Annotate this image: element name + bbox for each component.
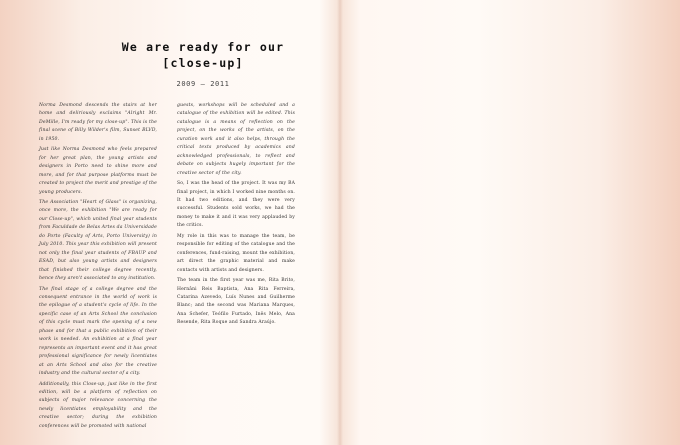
right-page xyxy=(340,0,680,445)
note-paragraph: So, I was the head of the project. It was my BA final project, in which I worked nine months on. It had two editions, and they were very successful. Students sold works, we had the money to make it and it was very applauded by the critics. xyxy=(177,181,295,229)
paragraph: guests, workshops will be scheduled and a catalogue of the exhibition will be edited. This catalogue is a means of reflection on the project, on the works of the artists, on the curation work and it also helps, through the critical texts produced by academics and acknowledged professionals, to reflect and debate on subjects hugely important for the creative sector of the city. xyxy=(177,103,295,176)
title-line-2: [close-up] xyxy=(162,56,244,70)
paragraph: Additionally, this Close-up, just like in the first edition, will be a platform of reflection on subjects of major relevance concerning the newly licentiates employability and the creative sector; during the exhibition conferences will be promoted with national xyxy=(39,381,157,429)
text-column-right xyxy=(177,102,295,330)
note-paragraph: The team in the first year was me, Rita Brito, Hernâni Reis Baptista, Ana Rita Ferreira, Catarina Azevedo, Luís Nunes and Guilherme Blanc; and the second was Mariana Marques, Ana Schefer, Teófilo Furtado, Inês Melo, Ana Resende, Rita Roque and Sandra Araújo. xyxy=(177,278,295,326)
text-column-left xyxy=(39,102,157,433)
title-line-1: We are ready for our xyxy=(121,40,285,54)
paragraph: The final stage of a college degree and the consequent entrance in the world of work is the epilogue of a student's cycle of life. In the specific case of an Arts School the conclusion of this cycle must mark the opening of a new phase and for that a public exhibition of their work is needed. An exhibition at a final year represents an important event and it has great professional significance for newly licentiates at an Arts School and also for the creative industry and the cultural sector of a city. xyxy=(39,286,157,377)
paragraph: Norma Desmond descends the stairs at her home and deliriously exclaims "Alright Mr. DeMille, I'm ready for my close-up". This is the final scene of Billy Wilder's film, Sunset BLVD, in 1950. xyxy=(39,103,157,142)
paragraph: Just like Norma Desmond who feels prepared for her great plan, the young artists and designers in Porto need to shine more and more, and for that purpose platforms must be created to project the merit and prestige of the young producers. xyxy=(39,147,157,195)
note-paragraph: My role in this was to manage the team, be responsible for editing of the catalogue and the conferences, fund-raising, mount the exhibition, art direct the graphic material and make contacts with artists and designers. xyxy=(177,233,295,273)
paragraph: The Association "Heart of Glass" is organizing, once more, the exhibition "We are ready for our Close-up", which united final year students from Faculdade de Belas Artes da Universidade do Porto (Faculty of Arts, Porto University) in July 2010. This year this exhibition will present not only the final year students of FBAUP and ESAD, but also young artists and designers that finished their college degree recently, hence they aren't associated to any institution. xyxy=(39,199,157,282)
year-range: 2009 — 2011 xyxy=(176,80,230,88)
